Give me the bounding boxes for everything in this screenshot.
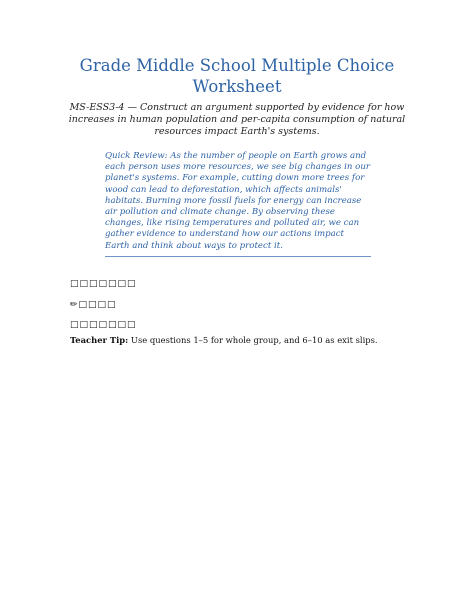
standard-statement: MS-ESS3-4 — Construct an argument supported by evidence for how increases in human population and per-capita consumption of natural resources impact Earth's systems.	[68, 102, 406, 137]
placeholder-line-2: ✏□□□□	[70, 300, 117, 310]
teacher-tip	[70, 334, 430, 346]
worksheet-title: Grade Middle School Multiple Choice Worksheet	[79, 56, 395, 96]
teacher-tip-label: Teacher Tip:	[70, 335, 129, 345]
placeholder-line-1: □□□□□□□	[70, 279, 137, 289]
teacher-tip-text: Use questions 1–5 for whole group, and 6–10 as exit slips.	[128, 335, 378, 345]
placeholder-line-3: □□□□□□□	[70, 320, 137, 330]
quick-review-block: Quick Review: As the number of people on Earth grows and each person uses more resources, we see big changes in our planet's systems. For example, cutting down more trees for wood can lead to deforestation, which affects animals' habitats. Burning more fossil fuels for energy can increase air pollution and climate change. By observing these changes, like rising temperatures and polluted air, we can gather evidence to understand how our actions impact Earth and think about ways to protect it.	[105, 151, 371, 257]
